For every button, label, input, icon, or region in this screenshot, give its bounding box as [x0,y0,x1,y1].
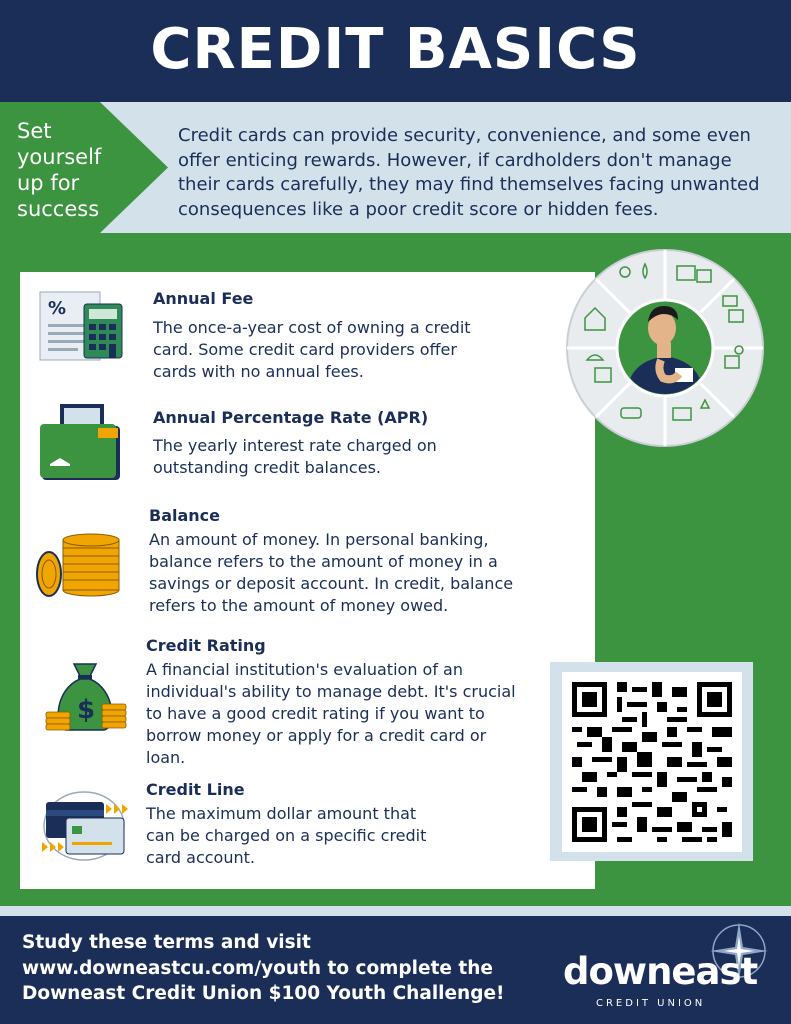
term-description: The yearly interest rate charged on outstanding credit balances. [153,436,437,477]
page-title: CREDIT BASICS [150,16,641,82]
svg-text:%: % [48,298,67,319]
tagline [17,118,127,222]
logo-wordmark: downeast [563,950,758,993]
money-bag-icon [44,660,128,734]
term-description: The once-a-year cost of owning a credit card. Some credit card providers offer cards with no annual fees. [153,318,471,381]
finance-wheel-illustration [565,248,765,448]
term-description: An amount of money. In personal banking, balance refers to the amount of money in a savings or deposit account. In credit, balance refers to the amount of money owed. [149,530,514,615]
term-description: A financial institution's evaluation of an individual's ability to manage debt. It's crucial to have a good credit rating if you want to borrow money or apply for a credit card or loan. [146,660,516,767]
footer-divider [0,906,791,916]
credit-cards-icon [40,790,130,862]
svg-text:$: $ [77,695,96,725]
logo-subtitle: CREDIT UNION [596,998,706,1009]
term-title: Annual Percentage Rate (APR) [153,408,429,427]
term-title: Annual Fee [153,289,254,308]
qr-code[interactable] [572,682,732,842]
footer-cta: Study these terms and visit www.downeastcu.com/youth to complete the Downeast Credit Union $100 Youth Challenge! [22,932,505,1004]
term-title: Balance [149,506,220,525]
term-title: Credit Line [146,780,245,799]
tagline-line: success [17,197,100,221]
term-description: The maximum dollar amount that can be charged on a specific credit card account. [146,804,427,867]
wallet-cash-icon [38,402,122,482]
coin-stacks-icon [33,530,123,598]
tagline-line: yourself [17,145,102,169]
tagline-line: up for [17,171,80,195]
header-bar [0,0,791,102]
tax-form-calculator-icon [38,290,126,362]
tagline-line: Set [17,119,52,143]
intro-text: Credit cards can provide security, convenience, and some even offer enticing rewards. However, if cardholders don't manage their cards carefully, they may find themselves facing unwanted consequences like a poor credit score or hidden fees. [178,125,760,220]
term-title: Credit Rating [146,636,266,655]
